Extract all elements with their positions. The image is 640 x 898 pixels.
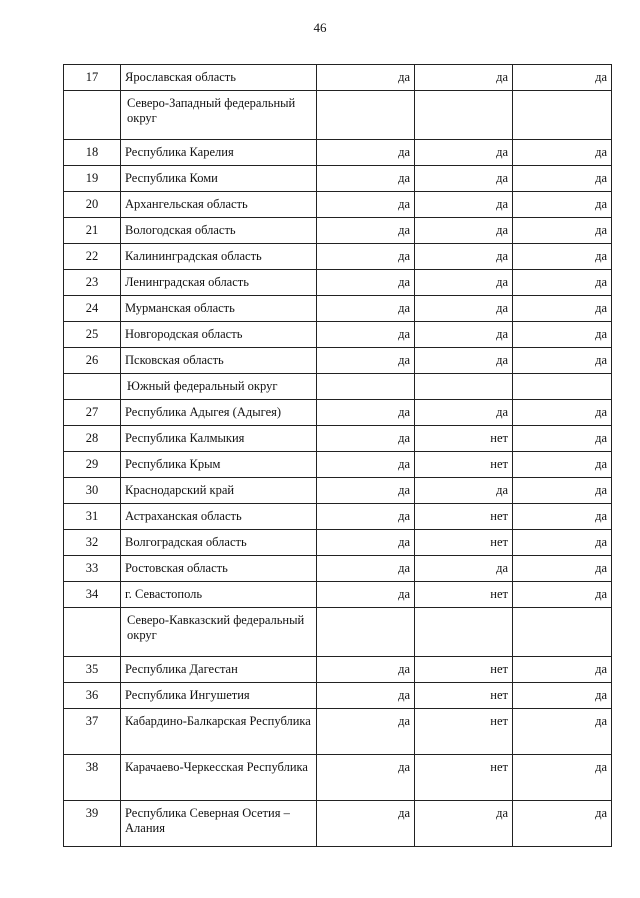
value-col-3: да	[513, 140, 612, 166]
row-number: 32	[64, 530, 121, 556]
value-col-2: нет	[415, 755, 513, 801]
region-name: Республика Ингушетия	[121, 683, 317, 709]
value-col-3: да	[513, 657, 612, 683]
value-col-3: да	[513, 530, 612, 556]
table-row	[64, 478, 612, 504]
value-col-2: да	[415, 244, 513, 270]
row-number: 28	[64, 426, 121, 452]
value-col-3: да	[513, 218, 612, 244]
table-row	[64, 801, 612, 847]
row-number: 22	[64, 244, 121, 270]
value-col-1: да	[317, 478, 415, 504]
value-col-1: да	[317, 192, 415, 218]
table-row	[64, 65, 612, 91]
row-number: 25	[64, 322, 121, 348]
value-col-3: да	[513, 709, 612, 755]
region-name: Республика Коми	[121, 166, 317, 192]
value-col-2	[415, 608, 513, 657]
value-col-3: да	[513, 478, 612, 504]
table-row	[64, 192, 612, 218]
region-name: Новгородская область	[121, 322, 317, 348]
value-col-2: да	[415, 556, 513, 582]
value-col-3: да	[513, 348, 612, 374]
value-col-3	[513, 374, 612, 400]
value-col-3: да	[513, 322, 612, 348]
region-name: Республика Адыгея (Адыгея)	[121, 400, 317, 426]
value-col-3: да	[513, 504, 612, 530]
row-number: 19	[64, 166, 121, 192]
table-row	[64, 530, 612, 556]
value-col-1: да	[317, 166, 415, 192]
value-col-3: да	[513, 270, 612, 296]
row-number: 37	[64, 709, 121, 755]
value-col-1: да	[317, 322, 415, 348]
value-col-1: да	[317, 140, 415, 166]
table-row	[64, 244, 612, 270]
value-col-2: да	[415, 478, 513, 504]
table-row	[64, 400, 612, 426]
value-col-3: да	[513, 556, 612, 582]
region-name: Карачаево-Черкесская Республика	[121, 755, 317, 801]
value-col-1: да	[317, 801, 415, 847]
value-col-2: нет	[415, 452, 513, 478]
region-name: Волгоградская область	[121, 530, 317, 556]
value-col-2: да	[415, 218, 513, 244]
region-name: Ленинградская область	[121, 270, 317, 296]
region-name: Ростовская область	[121, 556, 317, 582]
row-number: 36	[64, 683, 121, 709]
value-col-2: да	[415, 65, 513, 91]
region-name: Республика Карелия	[121, 140, 317, 166]
region-name: Кабардино-Балкарская Республика	[121, 709, 317, 755]
value-col-2: да	[415, 270, 513, 296]
value-col-2: да	[415, 322, 513, 348]
table-row	[64, 582, 612, 608]
region-name: Ярославская область	[121, 65, 317, 91]
regions-table	[63, 64, 612, 847]
row-number: 27	[64, 400, 121, 426]
value-col-2: да	[415, 296, 513, 322]
table-row	[64, 657, 612, 683]
federal-district-name: Северо-Кавказский федеральный округ	[121, 608, 317, 657]
value-col-3: да	[513, 400, 612, 426]
row-number: 26	[64, 348, 121, 374]
row-number: 30	[64, 478, 121, 504]
region-name: г. Севастополь	[121, 582, 317, 608]
value-col-1	[317, 91, 415, 140]
row-number: 23	[64, 270, 121, 296]
value-col-1	[317, 374, 415, 400]
value-col-3: да	[513, 296, 612, 322]
value-col-1: да	[317, 218, 415, 244]
row-number: 34	[64, 582, 121, 608]
row-number: 17	[64, 65, 121, 91]
table-row-group-header	[64, 374, 612, 400]
value-col-1: да	[317, 683, 415, 709]
value-col-1: да	[317, 452, 415, 478]
value-col-1: да	[317, 400, 415, 426]
table-row	[64, 709, 612, 755]
row-number: 29	[64, 452, 121, 478]
value-col-1: да	[317, 582, 415, 608]
region-name: Калининградская область	[121, 244, 317, 270]
region-name: Краснодарский край	[121, 478, 317, 504]
row-number: 33	[64, 556, 121, 582]
region-name: Республика Калмыкия	[121, 426, 317, 452]
table-row	[64, 166, 612, 192]
table-row	[64, 348, 612, 374]
value-col-2: да	[415, 348, 513, 374]
table-row	[64, 755, 612, 801]
value-col-3	[513, 608, 612, 657]
row-number	[64, 374, 121, 400]
row-number: 31	[64, 504, 121, 530]
row-number: 35	[64, 657, 121, 683]
value-col-2: нет	[415, 530, 513, 556]
value-col-1: да	[317, 709, 415, 755]
value-col-3: да	[513, 452, 612, 478]
value-col-2: да	[415, 192, 513, 218]
value-col-3: да	[513, 192, 612, 218]
table-row	[64, 556, 612, 582]
federal-district-name: Северо-Западный федеральный округ	[121, 91, 317, 140]
row-number: 24	[64, 296, 121, 322]
row-number	[64, 608, 121, 657]
row-number: 20	[64, 192, 121, 218]
value-col-1: да	[317, 556, 415, 582]
table-row	[64, 270, 612, 296]
value-col-2: нет	[415, 504, 513, 530]
table-row-group-header	[64, 608, 612, 657]
value-col-1: да	[317, 65, 415, 91]
value-col-3: да	[513, 683, 612, 709]
value-col-1: да	[317, 530, 415, 556]
value-col-2: да	[415, 166, 513, 192]
value-col-3	[513, 91, 612, 140]
table-row-group-header	[64, 91, 612, 140]
table-row	[64, 296, 612, 322]
region-name: Астраханская область	[121, 504, 317, 530]
value-col-1: да	[317, 426, 415, 452]
row-number: 38	[64, 755, 121, 801]
table-row	[64, 218, 612, 244]
region-name: Мурманская область	[121, 296, 317, 322]
value-col-2: нет	[415, 582, 513, 608]
value-col-1: да	[317, 755, 415, 801]
value-col-2	[415, 91, 513, 140]
region-name: Республика Крым	[121, 452, 317, 478]
value-col-3: да	[513, 801, 612, 847]
row-number: 39	[64, 801, 121, 847]
value-col-1	[317, 608, 415, 657]
value-col-1: да	[317, 244, 415, 270]
table-row	[64, 140, 612, 166]
value-col-2: да	[415, 400, 513, 426]
region-name: Республика Дагестан	[121, 657, 317, 683]
page-number: 46	[313, 20, 327, 35]
value-col-3: да	[513, 426, 612, 452]
table-row	[64, 322, 612, 348]
table-row	[64, 452, 612, 478]
value-col-3: да	[513, 166, 612, 192]
value-col-1: да	[317, 657, 415, 683]
value-col-3: да	[513, 755, 612, 801]
value-col-2: нет	[415, 709, 513, 755]
value-col-2: нет	[415, 683, 513, 709]
value-col-1: да	[317, 296, 415, 322]
value-col-3: да	[513, 65, 612, 91]
row-number: 21	[64, 218, 121, 244]
region-name: Республика Северная Осетия – Алания	[121, 801, 317, 847]
value-col-2: нет	[415, 657, 513, 683]
region-name: Вологодская область	[121, 218, 317, 244]
row-number: 18	[64, 140, 121, 166]
table-row	[64, 504, 612, 530]
value-col-2: нет	[415, 426, 513, 452]
federal-district-name: Южный федеральный округ	[121, 374, 317, 400]
table-row	[64, 683, 612, 709]
region-name: Псковская область	[121, 348, 317, 374]
row-number	[64, 91, 121, 140]
value-col-1: да	[317, 348, 415, 374]
value-col-3: да	[513, 244, 612, 270]
value-col-2: да	[415, 140, 513, 166]
value-col-3: да	[513, 582, 612, 608]
value-col-2	[415, 374, 513, 400]
value-col-2: да	[415, 801, 513, 847]
value-col-1: да	[317, 270, 415, 296]
table-row	[64, 426, 612, 452]
value-col-1: да	[317, 504, 415, 530]
region-name: Архангельская область	[121, 192, 317, 218]
